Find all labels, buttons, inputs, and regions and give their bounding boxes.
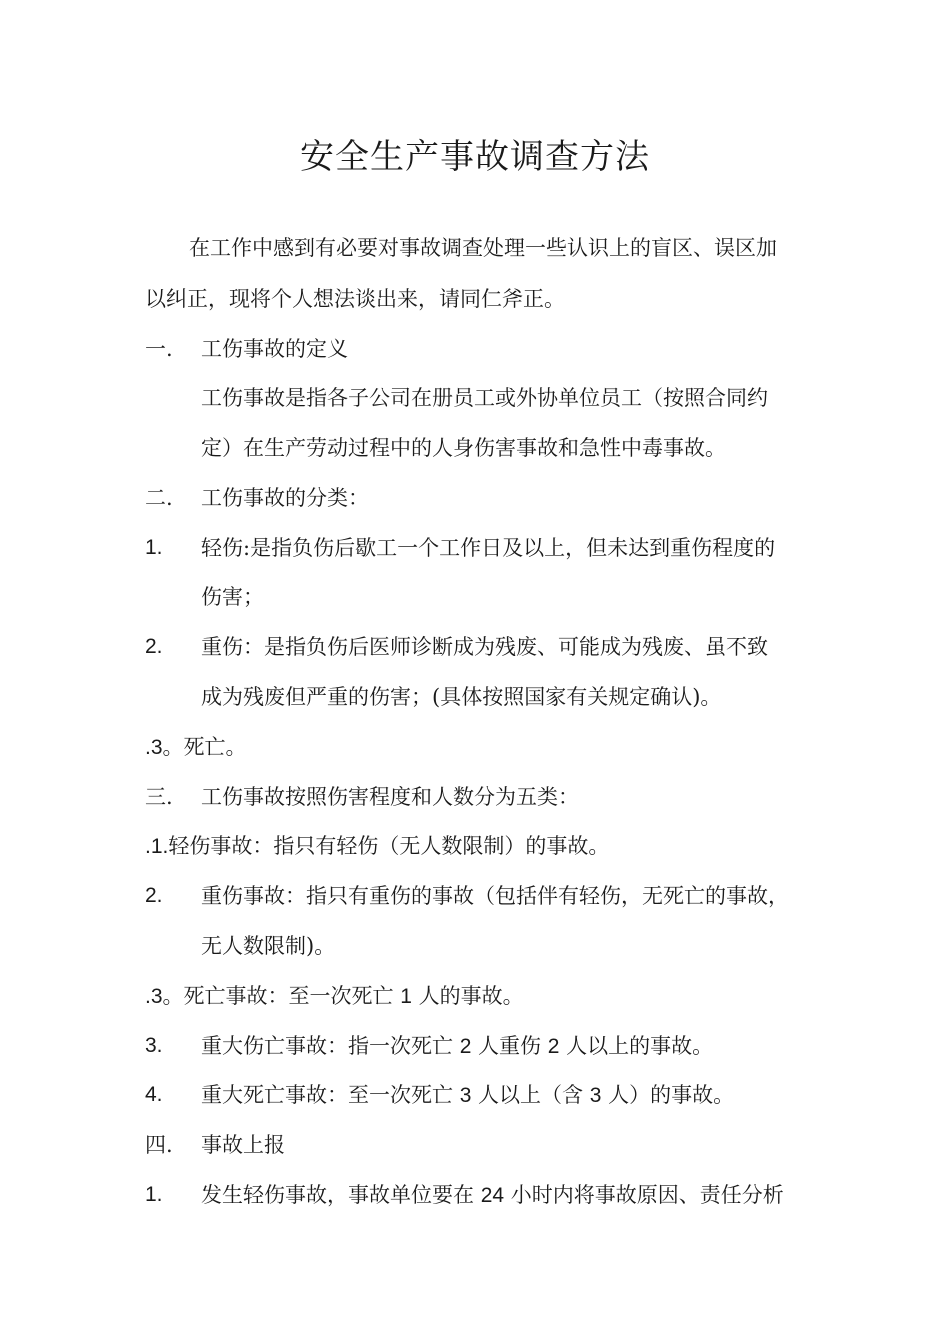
section-2-item-2-line-1: 重伤：是指负伤后医师诊断成为残废、可能成为残废、虽不致 (201, 635, 768, 659)
section-4-item-1-hours: 24 (480, 1184, 505, 1207)
section-3-item-1-number: .1. (145, 835, 169, 858)
section-4-heading: 事故上报 (201, 1133, 285, 1157)
section-2-marker: 二. (145, 486, 173, 510)
section-4-item-1-marker: 1. (145, 1183, 163, 1206)
section-3-item-1-text: 轻伤事故：指只有轻伤（无人数限制）的事故。 (168, 834, 610, 858)
section-3-item-1 (145, 831, 609, 862)
section-3-item-5-count-2: 3 (589, 1084, 602, 1107)
section-3-item-4 (201, 1031, 713, 1062)
section-3-item-4-text-c: 人以上的事故。 (559, 1034, 714, 1058)
section-2-item-2-line-2: 成为残废但严重的伤害；(具体按照国家有关规定确认)。 (201, 685, 722, 709)
section-1-body-line-2: 定）在生产劳动过程中的人身伤害事故和急性中毒事故。 (201, 436, 726, 460)
section-3-item-3-text-a: 。死亡事故：至一次死亡 (162, 984, 401, 1008)
section-3-item-4-text-a: 重大伤亡事故：指一次死亡 (201, 1034, 460, 1058)
section-2-heading: 工伤事故的分类： (201, 486, 369, 510)
section-2-item-3 (145, 732, 247, 763)
section-2-item-3-text: 。死亡。 (162, 735, 247, 759)
section-4-item-1 (201, 1180, 784, 1211)
section-3-item-4-count-1: 2 (459, 1035, 472, 1058)
section-3-item-3-text-b: 人的事故。 (411, 984, 524, 1008)
section-2-item-1-line-1: 轻伤:是指负伤后歇工一个工作日及以上，但未达到重伤程度的 (201, 536, 776, 560)
section-2-item-1-marker: 1. (145, 536, 163, 559)
section-3-item-5-count-1: 3 (459, 1084, 472, 1107)
section-4-item-1-text-a: 发生轻伤事故，事故单位要在 (201, 1183, 481, 1207)
section-2-item-1-line-2: 伤害； (201, 585, 264, 609)
section-2-item-3-number: .3 (145, 736, 163, 759)
section-3-marker: 三. (145, 785, 173, 809)
section-3-item-2-marker: 2. (145, 884, 163, 907)
section-3-item-5-text-a: 重大死亡事故：至一次死亡 (201, 1083, 460, 1107)
intro-line-1: 在工作中感到有必要对事故调查处理一些认识上的盲区、误区加 (189, 236, 777, 260)
section-3-item-5 (201, 1080, 734, 1111)
section-3-item-2-line-1: 重伤事故：指只有重伤的事故（包括伴有轻伤，无死亡的事故， (201, 884, 789, 908)
section-2-item-2-marker: 2. (145, 635, 163, 658)
section-1-heading: 工伤事故的定义 (201, 337, 348, 361)
section-3-item-3-number: .3 (145, 985, 163, 1008)
section-3-item-5-marker: 4. (145, 1083, 163, 1106)
section-1-marker: 一. (145, 337, 173, 361)
section-3-item-4-count-2: 2 (547, 1035, 560, 1058)
section-3-item-5-text-b: 人以上（含 (471, 1083, 590, 1107)
section-1-body-line-1: 工伤事故是指各子公司在册员工或外协单位员工（按照合同约 (201, 386, 768, 410)
section-3-item-2-line-2: 无人数限制)。 (201, 934, 336, 958)
section-3-item-3-count: 1 (400, 985, 412, 1008)
section-3-item-3 (145, 981, 524, 1012)
section-3-heading: 工伤事故按照伤害程度和人数分为五类： (201, 785, 579, 809)
section-3-item-4-text-b: 人重伤 (471, 1034, 548, 1058)
document-title: 安全生产事故调查方法 (300, 137, 650, 177)
intro-line-2: 以纠正，现将个人想法谈出来，请同仁斧正。 (145, 287, 565, 311)
section-4-marker: 四. (145, 1133, 173, 1157)
section-4-item-1-text-b: 小时内将事故原因、责任分析 (504, 1183, 784, 1207)
section-3-item-4-marker: 3. (145, 1034, 163, 1057)
section-3-item-5-text-c: 人）的事故。 (601, 1083, 735, 1107)
